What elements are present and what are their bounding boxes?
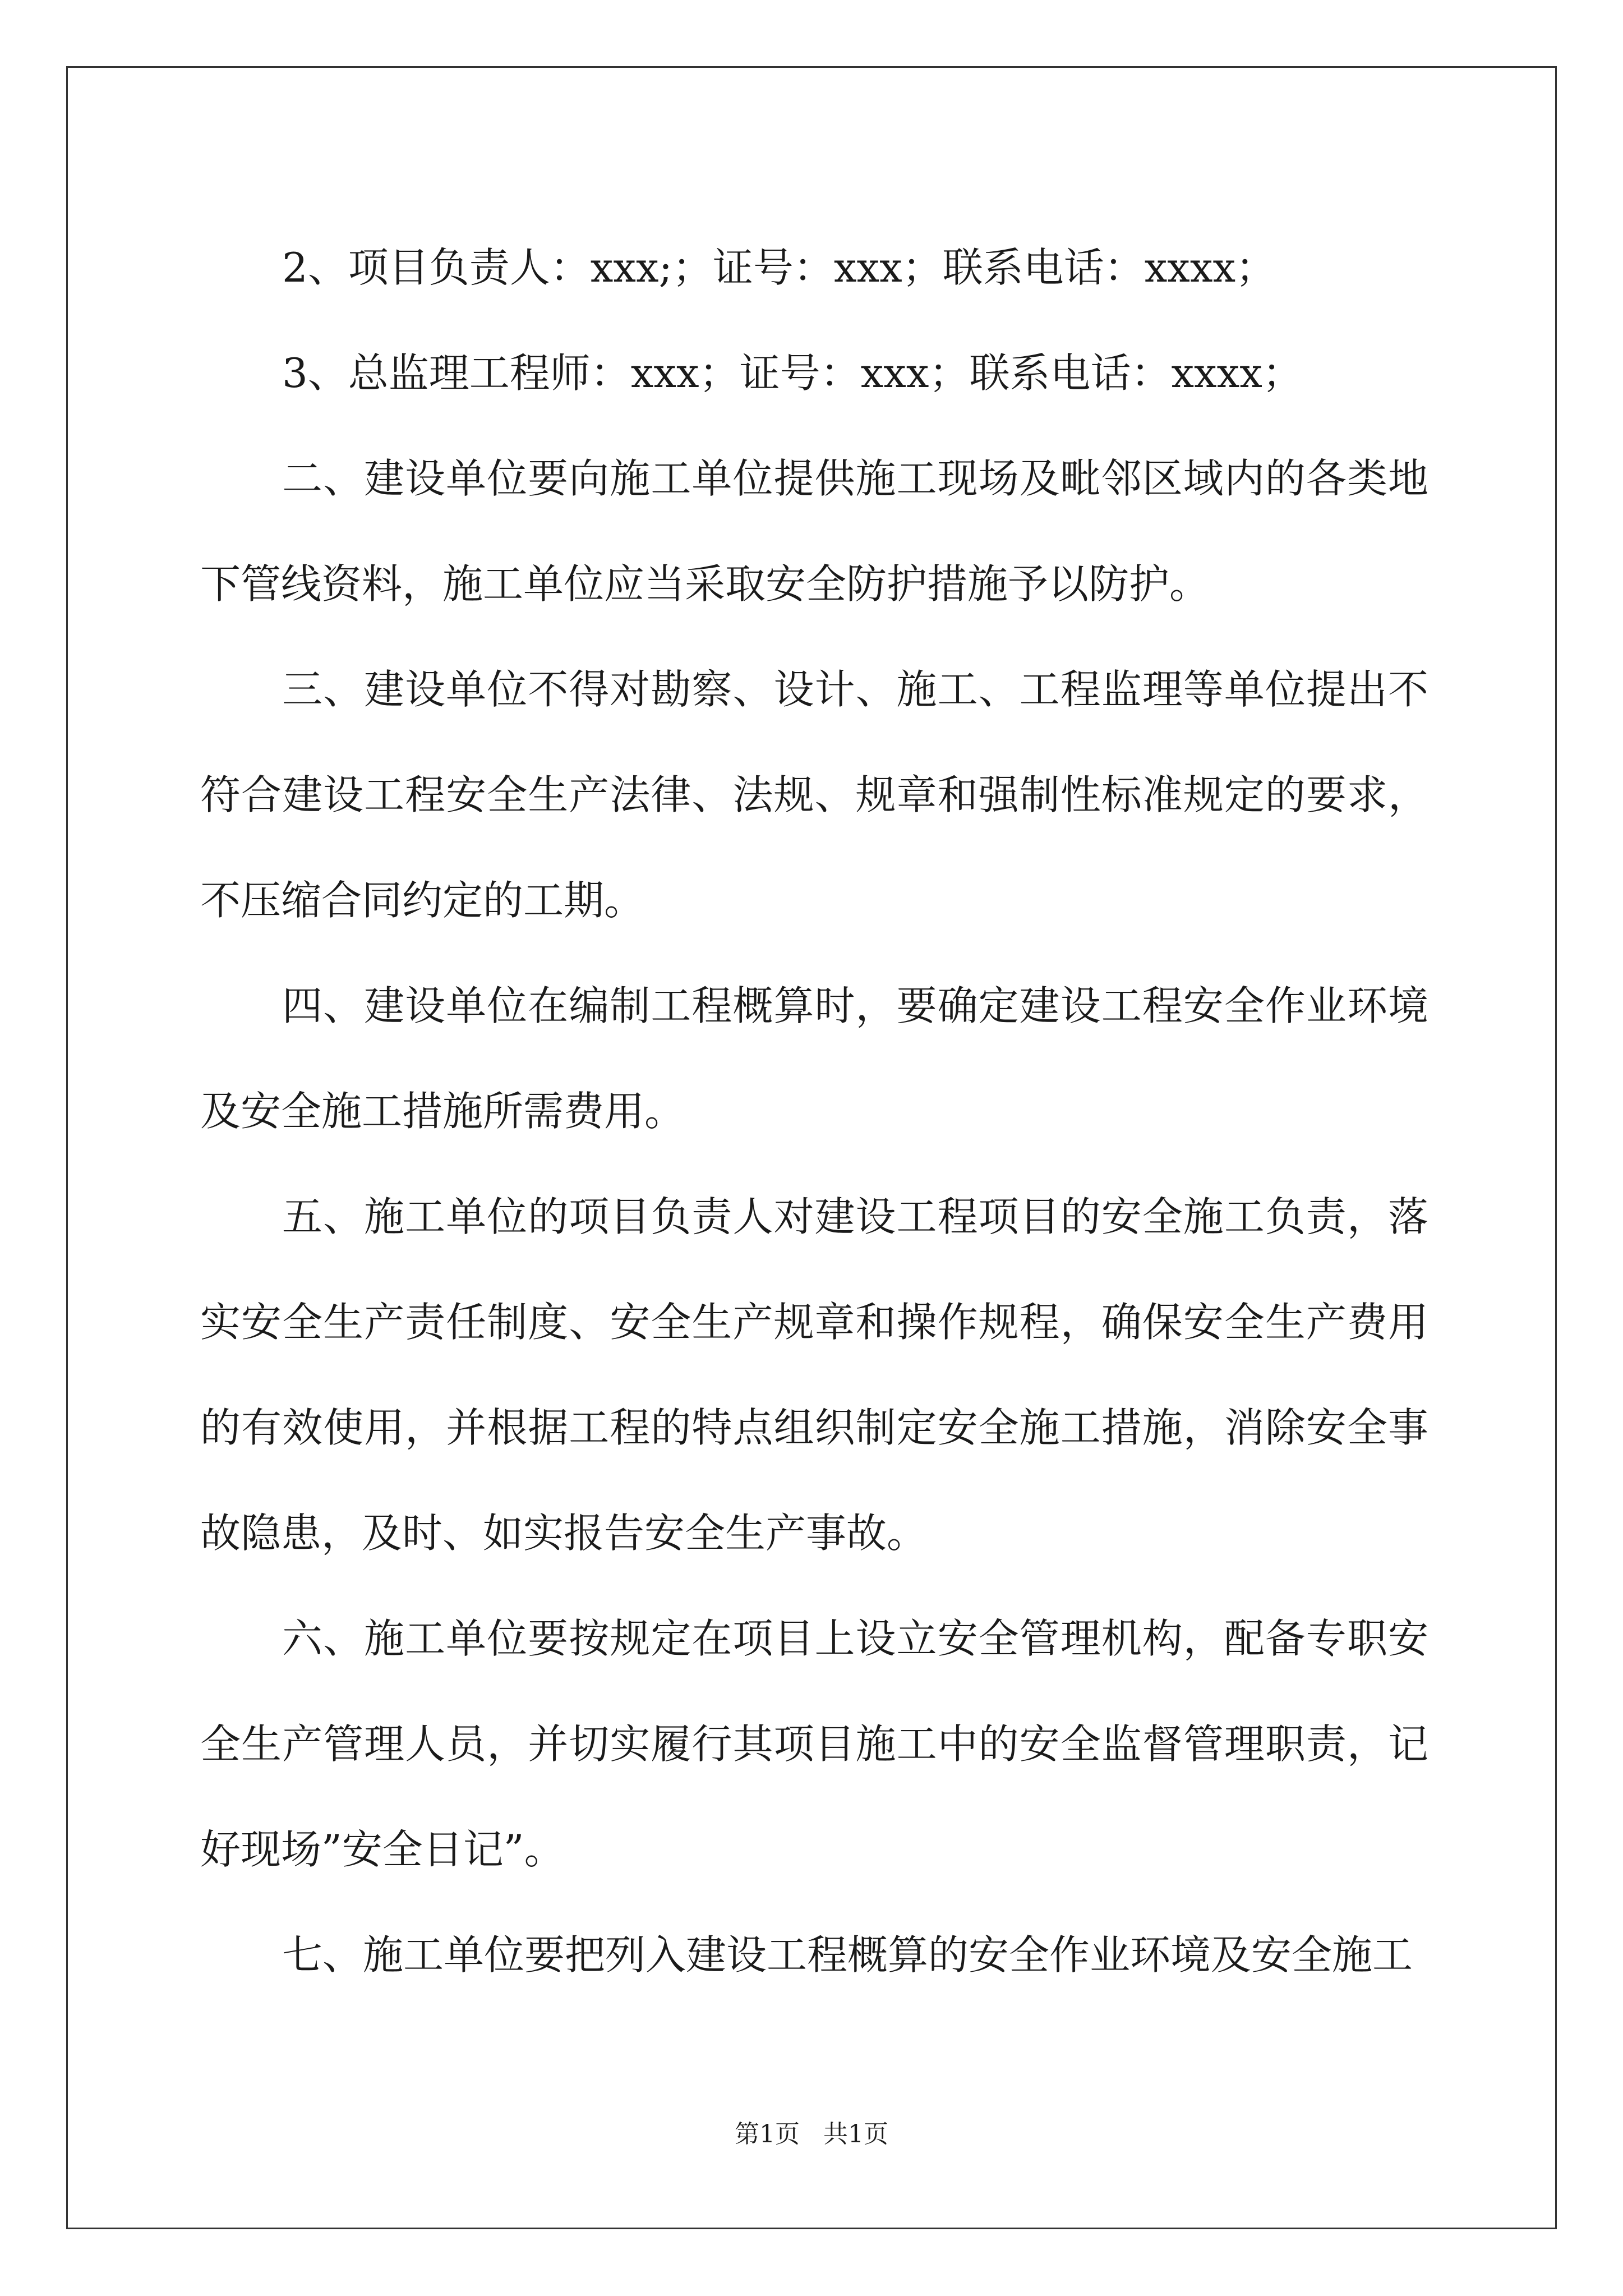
paragraph-clause-5: 五、施工单位的项目负责人对建设工程项目的安全施工负责，落实安全生产责任制度、安全生产规章和操作规程，确保安全生产费用的有效使用，并根据工程的特点组织制定安全施工措施，消除安全事故隐患，及时、如实报告安全生产事故。 <box>200 1193 1428 1557</box>
paragraph-project-manager: 2、项目负责人：xxx;；证号：xxx；联系电话：xxxx； <box>282 244 1276 291</box>
paragraph-clause-2: 二、建设单位要向施工单位提供施工现场及毗邻区域内的各类地下管线资料，施工单位应当采取安全防护措施予以防护。 <box>200 455 1428 608</box>
paragraph-clause-4: 四、建设单位在编制工程概算时，要确定建设工程安全作业环境及安全施工措施所需费用。 <box>200 982 1428 1135</box>
paragraph-chief-supervisor: 3、总监理工程师：xxx；证号：xxx；联系电话：xxxx； <box>282 349 1303 397</box>
paragraph-clause-6: 六、施工单位要按规定在项目上设立安全管理机构，配备专职安全生产管理人员，并切实履行其项目施工中的安全监督管理职责，记好现场”安全日记”。 <box>200 1615 1428 1873</box>
page-total: 共1页 <box>823 2120 888 2148</box>
paragraph-clause-7: 七、施工单位要把列入建设工程概算的安全作业环境及安全施工 <box>282 1931 1413 1978</box>
paragraph-clause-3: 三、建设单位不得对勘察、设计、施工、工程监理等单位提出不符合建设工程安全生产法律、法规、规章和强制性标准规定的要求，不压缩合同约定的工期。 <box>200 666 1428 924</box>
page-number: 第1页 <box>735 2120 800 2148</box>
page-footer <box>0 2118 1623 2151</box>
document-body <box>200 215 1428 2008</box>
